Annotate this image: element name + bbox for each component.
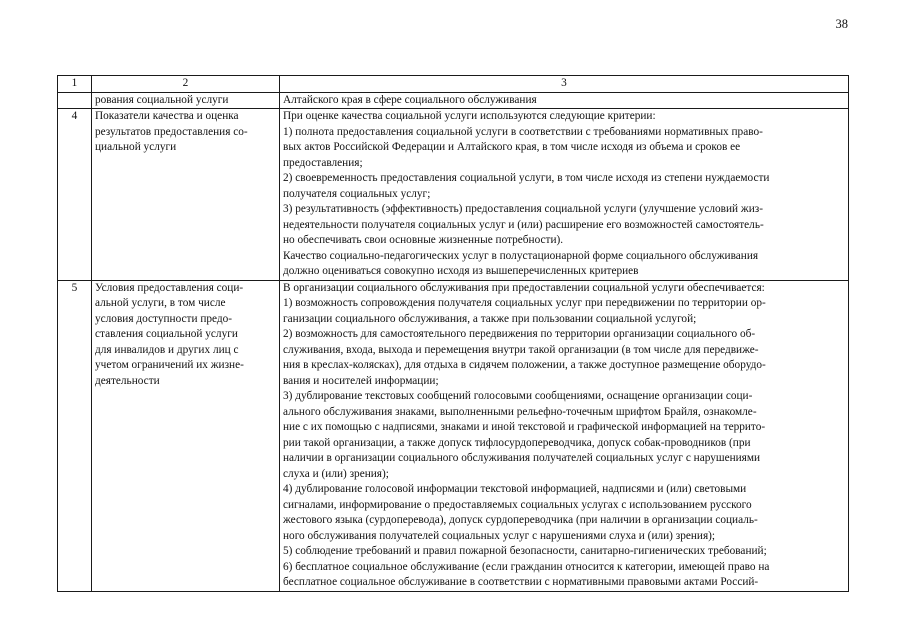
services-table xyxy=(57,75,849,592)
text-line: наличии в организации социального обслуживания получателей социальных услуг с нарушениями xyxy=(283,452,761,464)
text-line: результатов предоставления со- xyxy=(95,125,248,138)
header-col-2: 2 xyxy=(92,76,280,93)
text-line: бесплатное социальное обслуживание в соответствии с нормативными правовыми актами Россий- xyxy=(283,576,759,588)
text-line: рии такой организации, а также допуск тифлосурдопереводчика, допуск собак-проводников (при xyxy=(283,436,751,449)
text-line: должно оцениваться совокупно исходя из вышеперечисленных критериев xyxy=(283,265,639,277)
text-line: Качество социально-педагогических услуг в полустационарной форме социального обслуживания xyxy=(283,249,759,262)
cont-number-cell xyxy=(58,92,92,109)
table-header-row xyxy=(58,76,849,93)
table-row-continuation xyxy=(58,92,849,109)
row-5-number: 5 xyxy=(58,280,92,591)
text-line: ния в креслах-колясках), для отдыха в сидячем положении, а также доступное размещение оборудо- xyxy=(283,359,766,371)
row-4-content xyxy=(280,109,849,281)
text-line: ставления социальной услуги xyxy=(95,328,238,340)
text-line: 1) полнота предоставления социальной услуги в соответствии с требованиями нормативных право- xyxy=(283,125,763,138)
text-line: получателя социальных услуг; xyxy=(283,187,431,200)
text-line: 1) возможность сопровождения получателя социальных услуг при передвижении по территории ор- xyxy=(283,297,766,309)
text-line: циальной услуги xyxy=(95,141,177,153)
text-line: ние с их помощью с надписями, знаками и иной текстовой и графической информацией на террито- xyxy=(283,421,766,433)
table-row-4 xyxy=(58,109,849,281)
row-5-content xyxy=(280,280,849,591)
text-line: для инвалидов и других лиц с xyxy=(95,343,239,356)
row-4-name xyxy=(92,109,280,281)
text-line: учетом ограничений их жизне- xyxy=(95,359,244,371)
text-line: При оценке качества социальной услуги используются следующие критерии: xyxy=(283,110,656,122)
page-number: 38 xyxy=(835,17,848,31)
cont-name-cell: рования социальной услуги xyxy=(92,92,280,109)
text-line: 6) бесплатное социальное обслуживание (если гражданин относится к категории, имеющей право на xyxy=(283,560,770,573)
text-line: 3) результативность (эффективность) предоставления социальной услуги (улучшение условий жиз- xyxy=(283,203,763,215)
text-line: слуха и (или) зрения); xyxy=(283,467,389,480)
text-line: Показатели качества и оценка xyxy=(95,110,239,122)
header-col-3: 3 xyxy=(280,76,849,93)
text-line: сигналами, информирование о предоставляемых социальных услугах с использованием русского xyxy=(283,498,752,511)
text-line: Условия предоставления соци- xyxy=(95,281,244,294)
text-line: ганизации социального обслуживания, а также при пользовании социальной услугой; xyxy=(283,312,697,325)
text-line: 3) дублирование текстовых сообщений голосовыми сообщениями, оснащение организации соци- xyxy=(283,390,753,402)
header-col-1: 1 xyxy=(58,76,92,93)
text-line: 5) соблюдение требований и правил пожарной безопасности, санитарно-гигиенических требований; xyxy=(283,545,767,557)
text-line: недеятельности получателя социальных услуг и (или) расширение его возможностей самостоятель- xyxy=(283,218,764,231)
text-line: деятельности xyxy=(95,374,160,387)
text-line: вых актов Российской Федерации и Алтайского края, в том числе исходя из объема и сроков ее xyxy=(283,141,741,153)
text-line: условия доступности предо- xyxy=(95,312,233,325)
text-line: альной услуги, в том числе xyxy=(95,297,226,309)
text-line: вания и носителей информации; xyxy=(283,374,439,387)
text-line: жестового языка (сурдоперевода), допуск сурдопереводчика (при наличии в организации социаль- xyxy=(283,514,758,526)
text-line: 4) дублирование голосовой информации текстовой информацией, надписями и (или) световыми xyxy=(283,483,747,495)
text-line: 2) возможность для самостоятельного передвижения по территории организации социального об- xyxy=(283,328,756,340)
table-row-5 xyxy=(58,280,849,591)
row-5-name xyxy=(92,280,280,591)
text-line: ального обслуживания знаками, выполненными рельефно-точечным шрифтом Брайля, ознакомле- xyxy=(283,405,757,418)
cont-content-cell: Алтайского края в сфере социального обслуживания xyxy=(280,92,849,109)
row-4-number: 4 xyxy=(58,109,92,281)
text-line: служивания, входа, выхода и перемещения внутри такой организации (в том числе для передвиже- xyxy=(283,343,759,356)
text-line: В организации социального обслуживания при предоставлении социальной услуги обеспечивается: xyxy=(283,281,765,294)
text-line: предоставления; xyxy=(283,156,363,169)
text-line: 2) своевременность предоставления социальной услуги, в том числе исходя из степени нуждаемости xyxy=(283,172,770,184)
text-line: ного обслуживания получателей социальных услуг с нарушениями слуха и (или) зрения); xyxy=(283,529,716,542)
text-line: но обеспечивать свои основные жизненные потребности). xyxy=(283,234,564,246)
